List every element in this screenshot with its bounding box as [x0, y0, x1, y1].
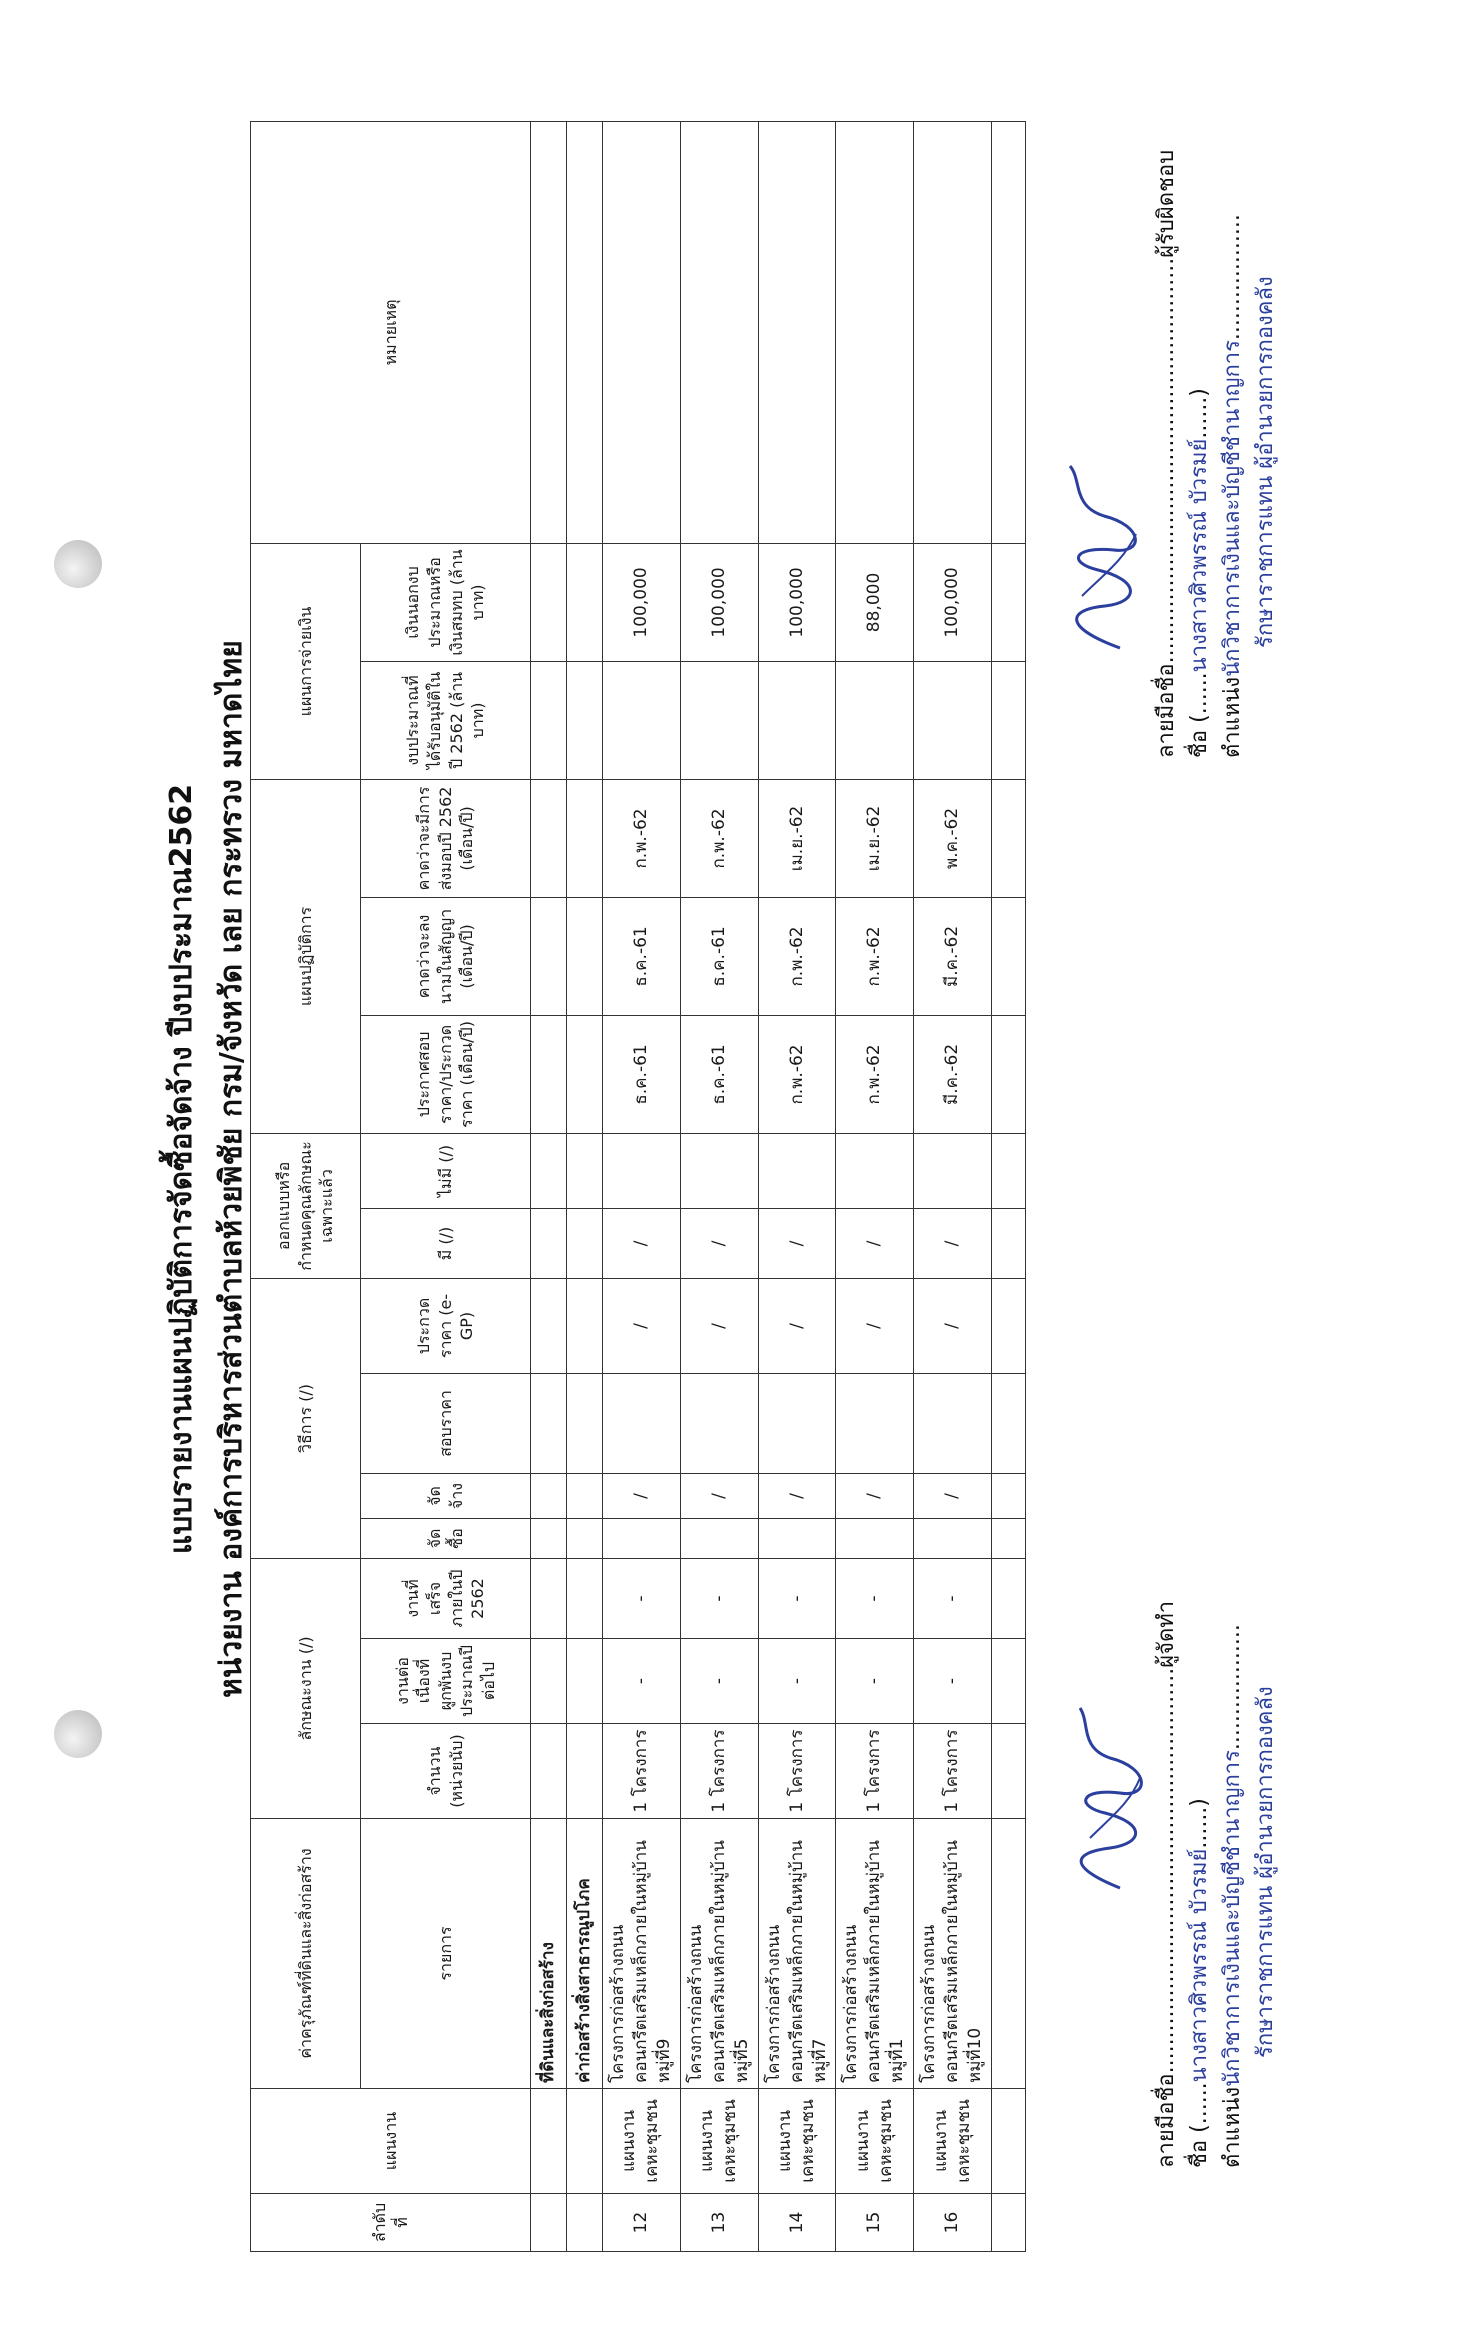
col-announce: ประกาศสอบราคา/ประกวดราคา (เดือน/ปี): [361, 1015, 531, 1133]
cell-egp: /: [758, 1278, 836, 1373]
subcategory-row: [567, 121, 603, 2251]
cell-no: 16: [914, 2194, 992, 2252]
cell-qty: 1 โครงการ: [758, 1724, 836, 1819]
cell-finish: -: [603, 1559, 681, 1639]
form-subtitle: หน่วยงาน องค์การบริหารส่วนตำบลห้วยพิชัย กรม/จังหวัด เลย กระทรวง มหาดไทย: [214, 640, 249, 1698]
col-spec-no: ไม่มี (/): [361, 1133, 531, 1208]
col-finish: งานที่เสร็จภายในปี 2562: [361, 1559, 531, 1639]
cell-contract: ก.พ.-62: [758, 897, 836, 1015]
cell-buy: [836, 1519, 914, 1559]
cell-buy: [603, 1519, 681, 1559]
cell-hire: /: [603, 1474, 681, 1519]
category-row: [531, 121, 567, 2251]
cell-egp: /: [680, 1278, 758, 1373]
cell-budget: [836, 661, 914, 779]
cell-plan: แผนงานเคหะชุมชน: [680, 2089, 758, 2194]
col-plan: แผนงาน: [251, 2089, 531, 2194]
signer-position: นักวิชาการเงินและบัญชีชำนาญการ: [1220, 1750, 1245, 2087]
cell-announce: ธ.ค.-61: [603, 1015, 681, 1133]
cell-quote: [758, 1374, 836, 1474]
cell-continuing: -: [914, 1639, 992, 1724]
cell-delivery: ก.พ.-62: [603, 779, 681, 897]
cell-announce: ธ.ค.-61: [680, 1015, 758, 1133]
cell-offbudget: 100,000: [914, 543, 992, 661]
cell-hire: /: [680, 1474, 758, 1519]
cell-plan: แผนงานเคหะชุมชน: [758, 2089, 836, 2194]
signer-name: นางสาวศิวพรรณ์ บัวรมย์: [1187, 438, 1212, 673]
col-budget-group: ค่าครุภัณฑ์ที่ดินและสิ่งก่อสร้าง: [251, 1819, 361, 2089]
cell-spec-yes: /: [603, 1208, 681, 1278]
col-schedule-group: แผนปฏิบัติการ: [251, 779, 361, 1133]
cell-remark: [758, 121, 836, 543]
cell-hire: /: [914, 1474, 992, 1519]
cell-remark: [914, 121, 992, 543]
cell-remark: [603, 121, 681, 543]
procurement-plan-table: [250, 121, 1026, 2252]
cell-delivery: เม.ย.-62: [758, 779, 836, 897]
cell-announce: ก.พ.-62: [758, 1015, 836, 1133]
sign-role: ผู้รับผิดชอบ: [1154, 149, 1179, 258]
cell-plan: แผนงานเคหะชุมชน: [836, 2089, 914, 2194]
name-prefix: ชื่อ (......: [1187, 2082, 1212, 2168]
col-continuing: งานต่อเนื่องที่ผูกพันงบประมาณปีต่อไป: [361, 1639, 531, 1724]
cell-budget: [603, 661, 681, 779]
cell-egp: /: [914, 1278, 992, 1373]
cell-spec-no: [758, 1133, 836, 1208]
col-offbudget: เงินนอกงบประมาณหรือเงินสมทบ (ล้านบาท): [361, 543, 531, 661]
cell-offbudget: 100,000: [680, 543, 758, 661]
col-method-buy: จัดซื้อ: [361, 1519, 531, 1559]
name-suffix: ......): [1187, 1798, 1212, 1849]
cell-quote: [914, 1374, 992, 1474]
cell-spec-no: [603, 1133, 681, 1208]
cell-delivery: เม.ย.-62: [836, 779, 914, 897]
table-row: [914, 121, 992, 2251]
col-items: รายการ: [361, 1819, 531, 2089]
cell-egp: /: [836, 1278, 914, 1373]
cell-buy: [758, 1519, 836, 1559]
cell-spec-no: [680, 1133, 758, 1208]
cell-continuing: -: [680, 1639, 758, 1724]
cell-budget: [914, 661, 992, 779]
punch-hole: [54, 540, 102, 588]
col-finance-group: แผนการจ่ายเงิน: [251, 543, 361, 779]
cell-continuing: -: [758, 1639, 836, 1724]
cell-hire: /: [758, 1474, 836, 1519]
signature-block-left: ลายมือชื่อ..........................................................ผู้จัดทำ ชื่อ (......นางสาวศิวพรรณ์ บัวรมย์......) ตำแหน่งนักวิชาการเงินและบัญชีชำนาญการ.................. รักษาราชการแทน ผู้อำนวยการกองคลัง: [1154, 1600, 1278, 2168]
cell-item: โครงการก่อสร้างถนนคอนกรีตเสริมเหล็กภายในหมู่บ้าน หมู่ที่5: [680, 1819, 758, 2089]
col-spec-yes: มี (/): [361, 1208, 531, 1278]
cell-spec-yes: /: [680, 1208, 758, 1278]
cell-remark: [836, 121, 914, 543]
cell-delivery: ก.พ.-62: [680, 779, 758, 897]
cell-egp: /: [603, 1278, 681, 1373]
signer-name: นางสาวศิวพรรณ์ บัวรมย์: [1187, 1848, 1212, 2083]
name-suffix: ......): [1187, 388, 1212, 439]
cell-quote: [603, 1374, 681, 1474]
cell-no: 12: [603, 2194, 681, 2252]
col-remark: หมายเหตุ: [251, 121, 531, 543]
cell-contract: ธ.ค.-61: [680, 897, 758, 1015]
cell-quote: [680, 1374, 758, 1474]
cell-remark: [680, 121, 758, 543]
cell-no: 15: [836, 2194, 914, 2252]
cell-plan: แผนงานเคหะชุมชน: [603, 2089, 681, 2194]
sign-role: ผู้จัดทำ: [1154, 1600, 1179, 1668]
position-prefix: ตำแหน่ง: [1220, 2086, 1245, 2168]
sign-prefix: ลายมือชื่อ: [1154, 663, 1179, 758]
cell-continuing: -: [836, 1639, 914, 1724]
cell-contract: ก.พ.-62: [836, 897, 914, 1015]
position-prefix: ตำแหน่ง: [1220, 676, 1245, 758]
form-title: แบบรายงานแผนปฏิบัติการจัดซื้อจัดจ้าง ปีงบประมาณ2562: [164, 783, 199, 1555]
cell-finish: -: [680, 1559, 758, 1639]
cell-plan: แผนงานเคหะชุมชน: [914, 2089, 992, 2194]
col-method-quote: สอบราคา: [361, 1374, 531, 1474]
cell-item: โครงการก่อสร้างถนนคอนกรีตเสริมเหล็กภายในหมู่บ้าน หมู่ที่7: [758, 1819, 836, 2089]
cell-qty: 1 โครงการ: [680, 1724, 758, 1819]
cell-no: 13: [680, 2194, 758, 2252]
category-sub: ค่าก่อสร้างสิ่งสาธารณูปโภค: [567, 1819, 603, 2089]
cell-spec-no: [836, 1133, 914, 1208]
cell-qty: 1 โครงการ: [914, 1724, 992, 1819]
punch-hole: [54, 1710, 102, 1758]
col-contract: คาดว่าจะลงนามในสัญญา (เดือน/ปี): [361, 897, 531, 1015]
cell-buy: [914, 1519, 992, 1559]
cell-qty: 1 โครงการ: [836, 1724, 914, 1819]
name-prefix: ชื่อ (......: [1187, 672, 1212, 758]
signer-position-extra: รักษาราชการแทน ผู้อำนวยการกองคลัง: [1253, 276, 1278, 648]
cell-spec-no: [914, 1133, 992, 1208]
cell-announce: ก.พ.-62: [836, 1015, 914, 1133]
col-no: ลำดับที่: [251, 2194, 531, 2252]
cell-quote: [836, 1374, 914, 1474]
table-row: [680, 121, 758, 2251]
table-row: [758, 121, 836, 2251]
cell-finish: -: [914, 1559, 992, 1639]
cell-budget: [758, 661, 836, 779]
cell-announce: มี.ค.-62: [914, 1015, 992, 1133]
col-delivery: คาดว่าจะมีการส่งมอบปี 2562 (เดือน/ปี): [361, 779, 531, 897]
cell-delivery: พ.ค.-62: [914, 779, 992, 897]
cell-qty: 1 โครงการ: [603, 1724, 681, 1819]
table-row: [836, 121, 914, 2251]
cell-spec-yes: /: [836, 1208, 914, 1278]
table-row: [603, 121, 681, 2251]
col-method-egp: ประกวดราคา (e-GP): [361, 1278, 531, 1373]
cell-spec-yes: /: [758, 1208, 836, 1278]
col-budget: งบประมาณที่ได้รับอนุมัติในปี 2562 (ล้านบาท): [361, 661, 531, 779]
sign-prefix: ลายมือชื่อ: [1154, 2073, 1179, 2168]
cell-offbudget: 100,000: [758, 543, 836, 661]
cell-item: โครงการก่อสร้างถนนคอนกรีตเสริมเหล็กภายในหมู่บ้าน หมู่ที่9: [603, 1819, 681, 2089]
signer-position-extra: รักษาราชการแทน ผู้อำนวยการกองคลัง: [1253, 1686, 1278, 2058]
table-header-row: [251, 121, 361, 2251]
cell-item: โครงการก่อสร้างถนนคอนกรีตเสริมเหล็กภายในหมู่บ้าน หมู่ที่10: [914, 1819, 992, 2089]
signer-position: นักวิชาการเงินและบัญชีชำนาญการ: [1220, 340, 1245, 677]
category-main: ที่ดินและสิ่งก่อสร้าง: [531, 1819, 567, 2089]
col-qty: จำนวน (หน่วยนับ): [361, 1724, 531, 1819]
cell-finish: -: [758, 1559, 836, 1639]
cell-hire: /: [836, 1474, 914, 1519]
cell-spec-yes: /: [914, 1208, 992, 1278]
cell-contract: ธ.ค.-61: [603, 897, 681, 1015]
cell-offbudget: 100,000: [603, 543, 681, 661]
cell-buy: [680, 1519, 758, 1559]
col-method-group: วิธีการ (/): [251, 1278, 361, 1558]
cell-item: โครงการก่อสร้างถนนคอนกรีตเสริมเหล็กภายในหมู่บ้าน หมู่ที่1: [836, 1819, 914, 2089]
cell-finish: -: [836, 1559, 914, 1639]
col-spec-group: ออกแบบหรือกำหนดคุณลักษณะเฉพาะแล้ว: [251, 1133, 361, 1278]
cell-no: 14: [758, 2194, 836, 2252]
cell-contract: มี.ค.-62: [914, 897, 992, 1015]
cell-continuing: -: [603, 1639, 681, 1724]
signature-block-right: ลายมือชื่อ..........................................................ผู้รับผิดชอบ ชื่อ (......นางสาวศิวพรรณ์ บัวรมย์......) ตำแหน่งนักวิชาการเงินและบัญชีชำนาญการ.................. รักษาราชการแทน ผู้อำนวยการกองคลัง: [1154, 149, 1278, 758]
col-nature-group: ลักษณะงาน (/): [251, 1559, 361, 1819]
cell-budget: [680, 661, 758, 779]
col-method-hire: จัดจ้าง: [361, 1474, 531, 1519]
cell-offbudget: 88,000: [836, 543, 914, 661]
blank-row: [992, 121, 1026, 2251]
